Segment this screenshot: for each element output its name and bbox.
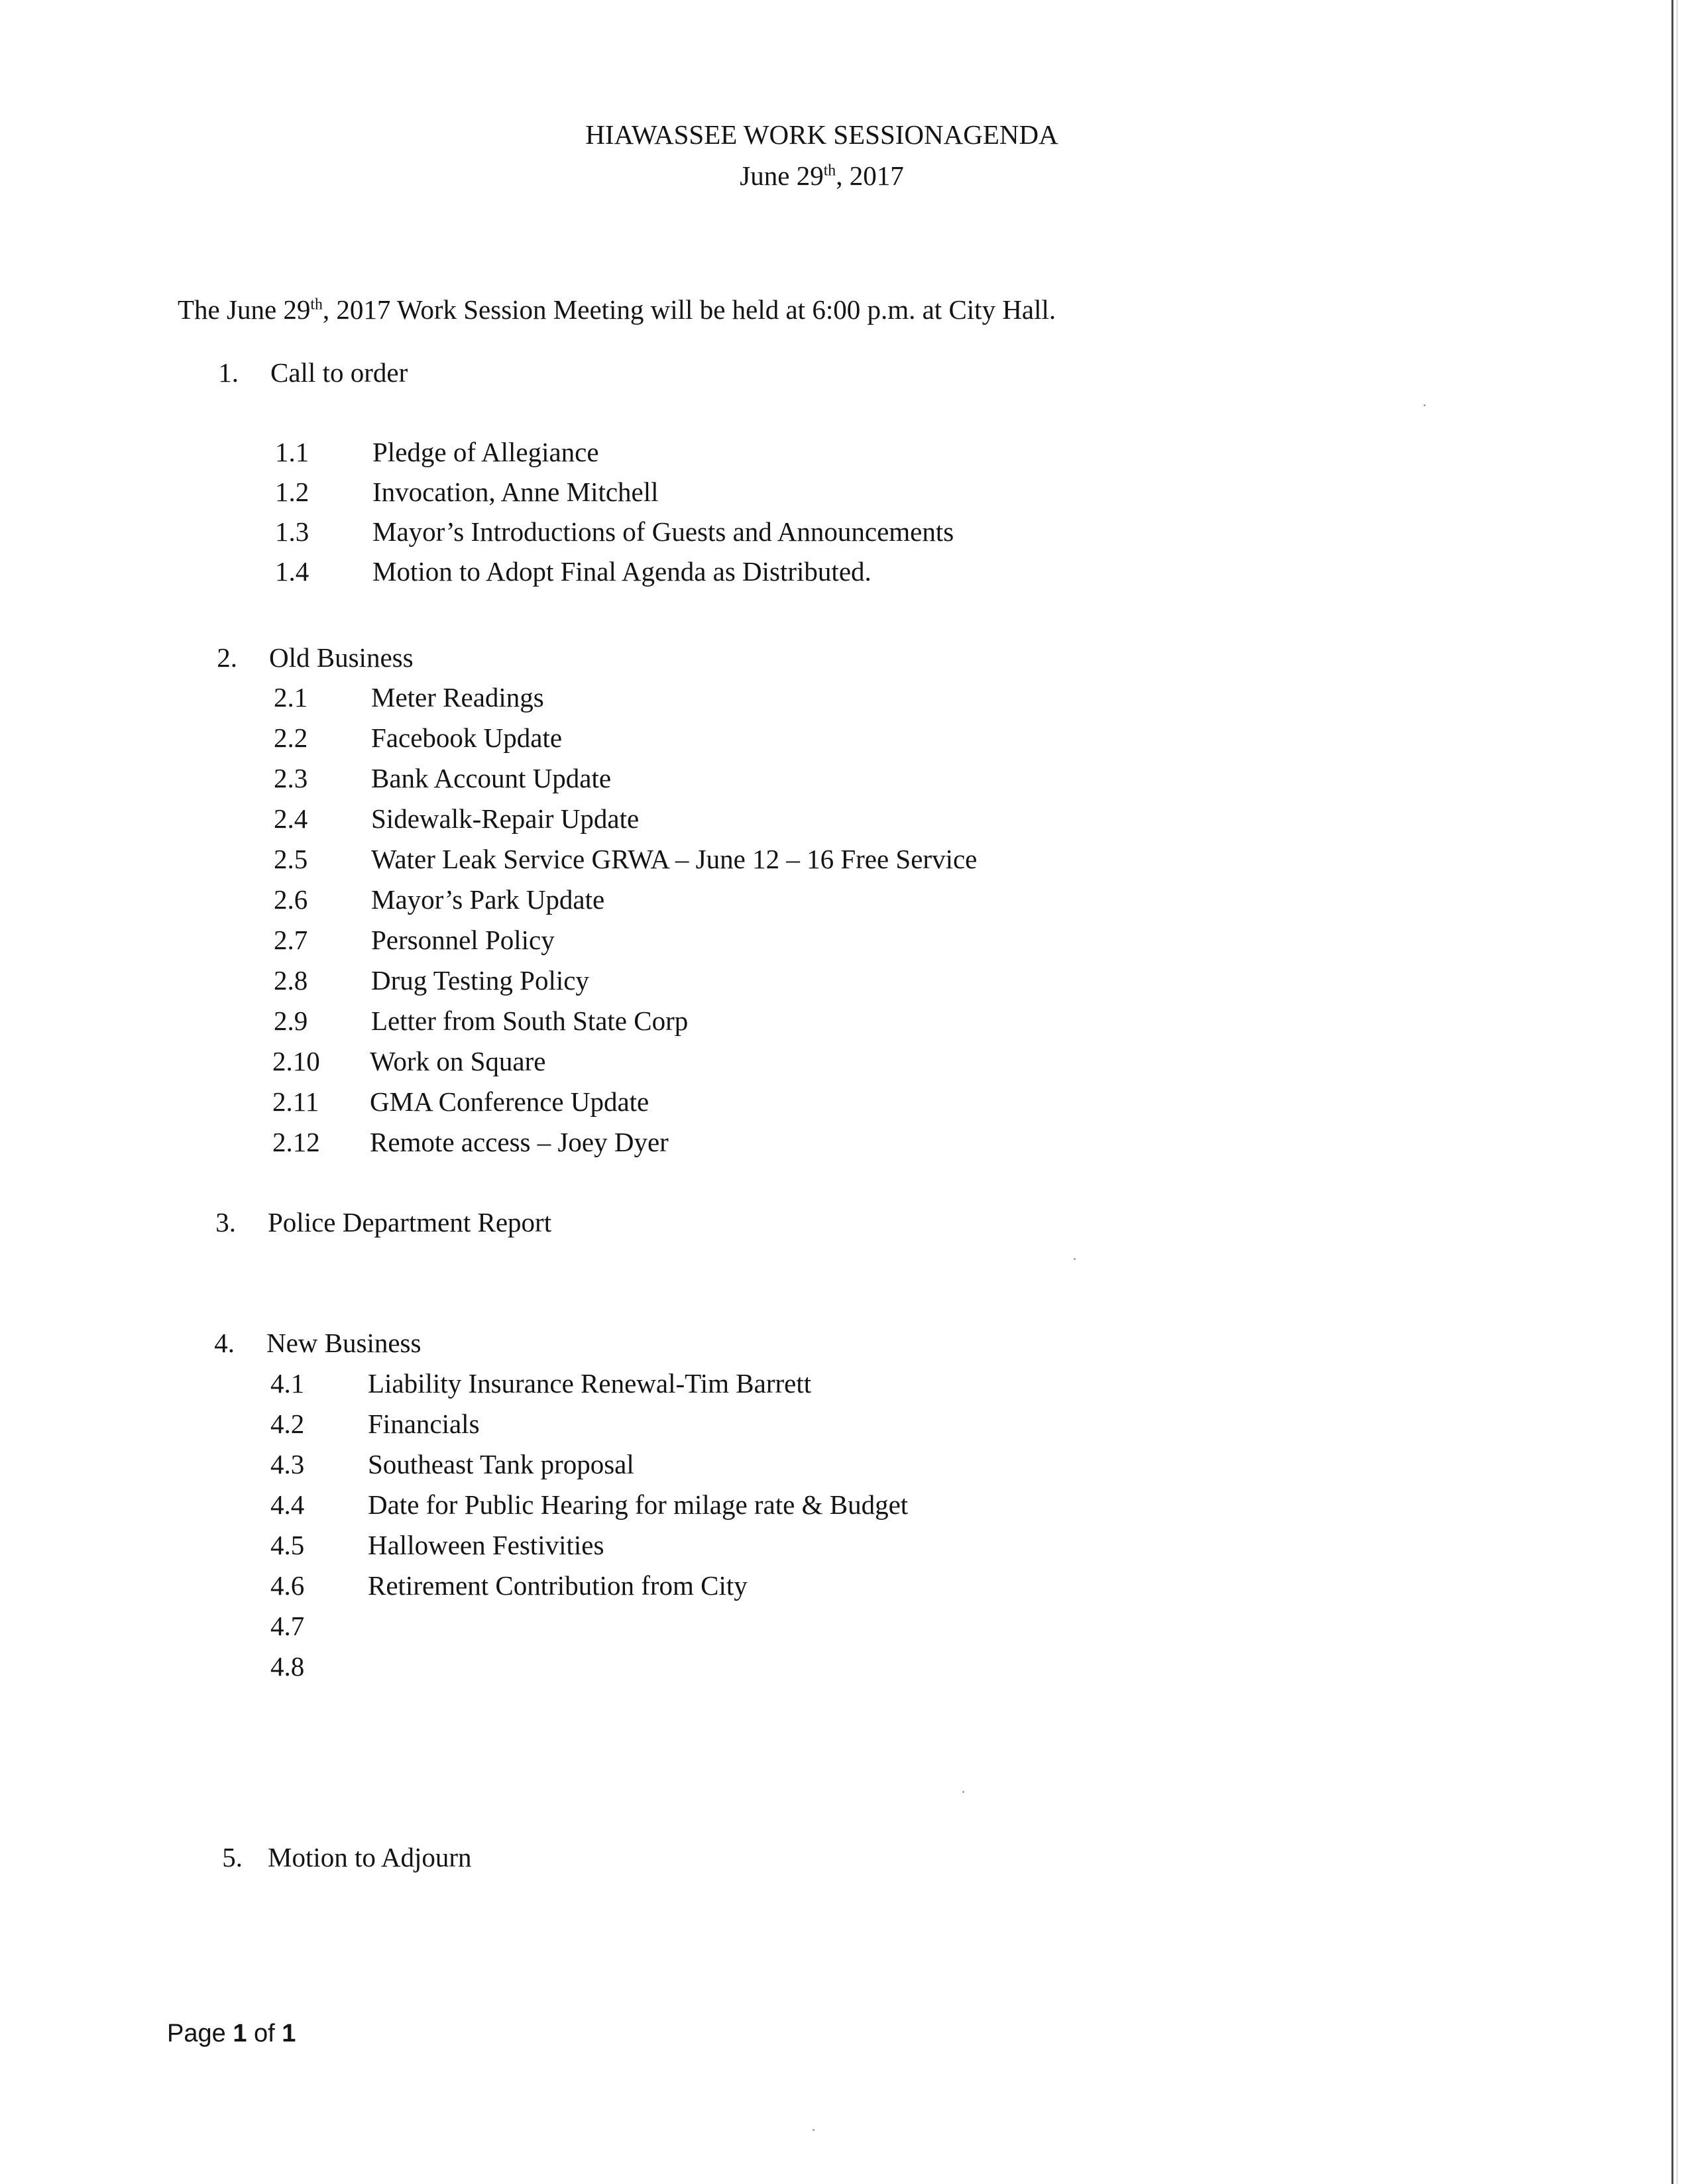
section-label: Old Business (269, 642, 414, 673)
section-number: 1. (218, 357, 239, 388)
section-number: 2. (217, 642, 237, 673)
section-label: Call to order (270, 357, 408, 388)
section-number: 4. (214, 1328, 235, 1358)
section-number: 3. (215, 1207, 236, 1237)
scan-edge-line (1671, 0, 1673, 2184)
section-number: 5. (222, 1842, 243, 1872)
page-number-footer: Page 1 of 1 (167, 2020, 296, 2047)
section-label: Motion to Adjourn (268, 1842, 472, 1872)
section-label: Police Department Report (268, 1207, 552, 1237)
scan-speck (813, 2129, 815, 2131)
document-title: HIAWASSEE WORK SESSIONAGENDA (585, 119, 1058, 150)
scan-speck (1074, 1258, 1076, 1260)
scan-speck (962, 1791, 964, 1793)
section-label: New Business (266, 1328, 422, 1358)
scan-speck (1424, 404, 1426, 406)
document-date: June 29th, 2017 (740, 160, 904, 191)
document-page: HIAWASSEE WORK SESSIONAGENDA June 29th, 2017 The June 29th, 2017 Work Session Meeting will be held at 6:00 p.m. at City Hall. 1. Call to order 1.1 Pledge of Allegiance 1.2 Invocation, Anne Mitchell 1.3 Mayor’s Introductions of Guests and Announcements 1.4 Motion to Adopt Final Agenda as Distributed. 2. Old Business 2.1 Meter Readings 2.2 Facebook Update 2.3 Bank Account Update 2.4 Sidewalk-Repair Update 2.5 Water Leak Service GRWA – June 12 – 16 Free Service 2.6 Mayor’s Park Update 2.7 Personnel Policy 2.8 Drug Testing Policy 2.9 Letter from South State Corp 2.10 Work on Square 2.11 GMA Conference Update 2.12 Remote access – Joey Dyer 3. Police Department Report 4. New Business 4.1 Liability Insurance Renewal-Tim Barrett 4.2 Financials 4.3 Southeast Tank proposal 4.4 Date for Public Hearing for milage rate & Budget 4.5 Halloween Festivities 4.6 Retirement Contribution from City 4.7 4.8 5. Motion to Adjourn Page 1 of 1 (0, 0, 1690, 2184)
meeting-intro: The June 29th, 2017 Work Session Meeting will be held at 6:00 p.m. at City Hall. (178, 294, 1056, 325)
